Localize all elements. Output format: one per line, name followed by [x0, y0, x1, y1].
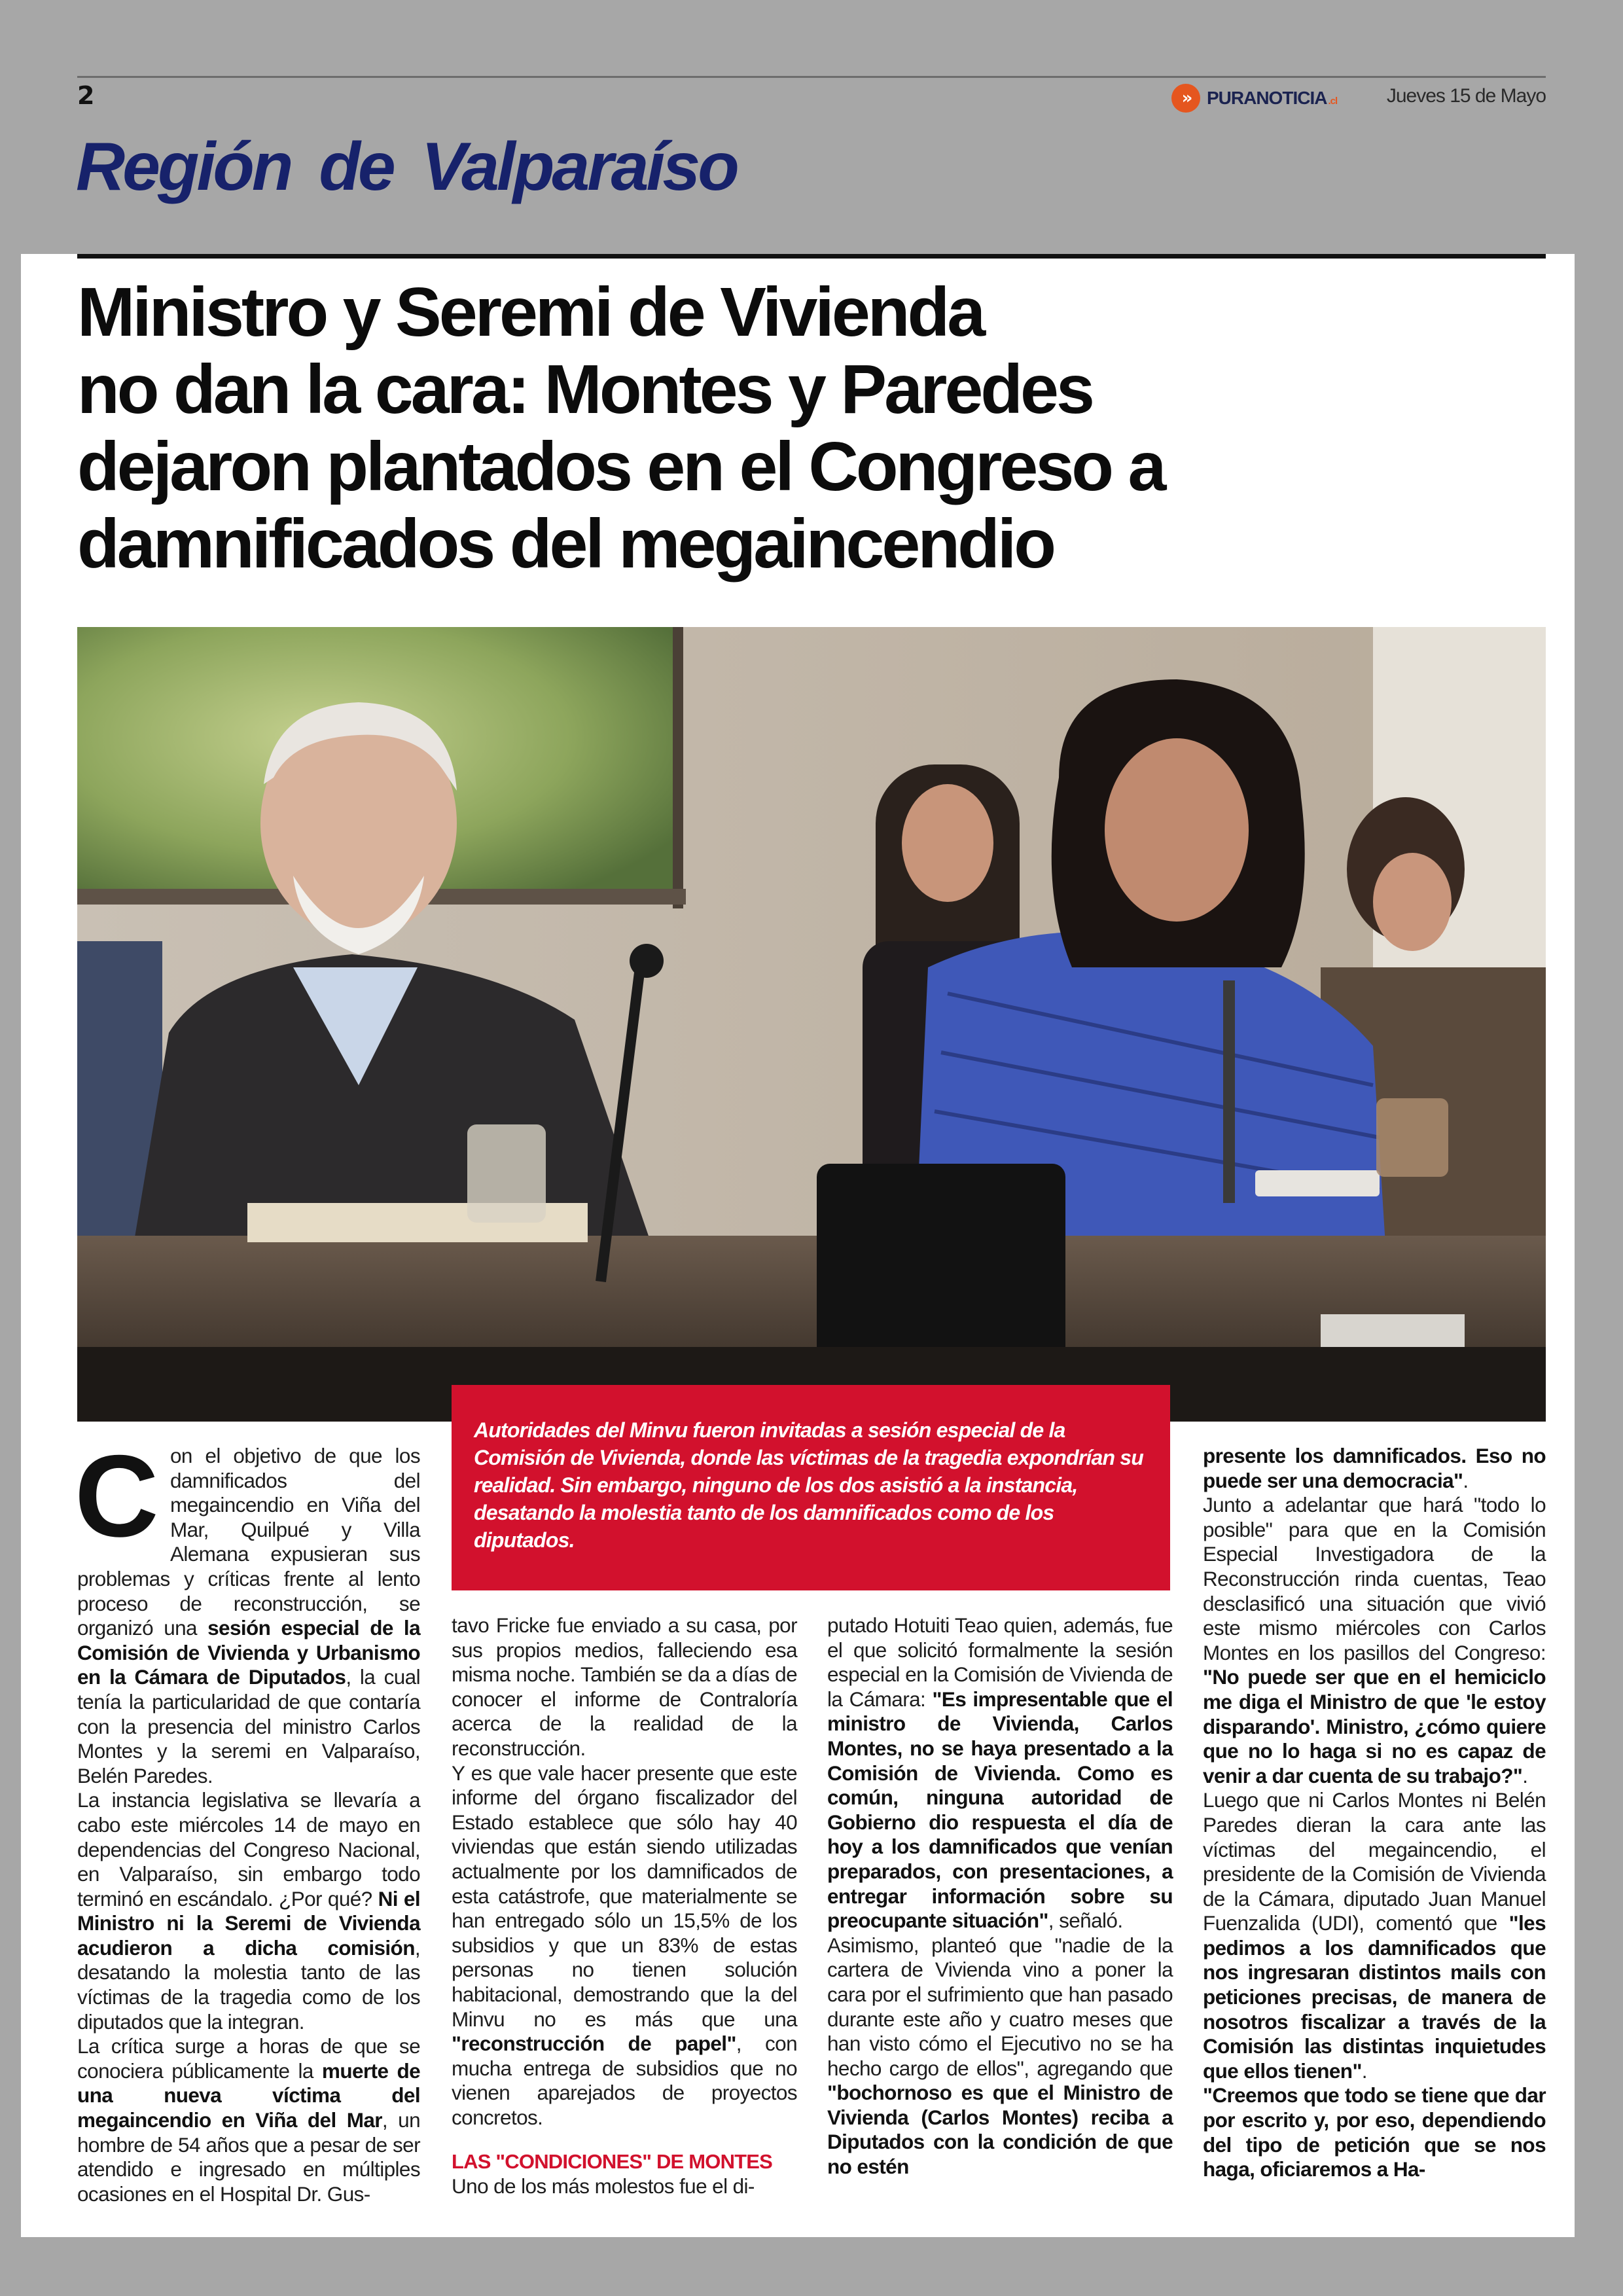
text-run: La instancia legislativa se llevaría a cabo este miércoles 14 de mayo en dependencias del Congreso Nacional, en Valparaíso, sin embargo todo terminó en escándalo. ¿Por qué? [77, 1788, 420, 1910]
photo-caption: Autoridades del Minvu fueron invitadas a sesión especial de la Comisión de Vivienda, donde las víctimas de la tragedia expondrían su realidad. Sin embargo, ninguno de los dos asistió a la instancia, desatando la molestia tanto de los damnificados como de los diputados. [474, 1418, 1144, 1552]
page-number: 2 [77, 81, 95, 110]
photo-caption-box [452, 1385, 1170, 1590]
brand-logo [1171, 84, 1337, 113]
bold-run: sesión especial de la Comisión de Vivienda y Urbanismo en la Cámara de Diputados [77, 1616, 420, 1689]
text-run: Luego que ni Carlos Montes ni Belén Paredes dieran la cara ante las víctimas del megaincendio, el presidente de la Comisión de Vivienda de la Cámara, diputado Juan Manuel Fuenzalida (UDI), comentó que [1203, 1788, 1546, 1935]
bold-run: "Es impresentable que el ministro de Vivienda, Carlos Montes, no se haya presentado a la Comisión de Vivienda. Como es común, ninguna autoridad de Gobierno dio respuesta el día de hoy a los damnificados que venían preparados, con presentaciones, a entregar información sobre su preocupante situación" [827, 1687, 1173, 1933]
text-run: on el objetivo de que los damnificados del megaincendio en Viña del Mar, Quilpué y Villa Alemana expusieran sus problemas y críticas frente al lento proceso de reconstrucción, se organizó una [77, 1444, 420, 1640]
text-run: , señaló. [1048, 1909, 1123, 1933]
text-run: . [1361, 2058, 1367, 2083]
text-run: , desatando la molestia tanto de las víctimas de la tragedia como de los diputados que la integran. [77, 1935, 420, 2034]
text-run: putado Hotuiti Teao quien, además, fue el que solicitó formalmente la sesión especial en la Comisión de Vivienda de la Cámara: [827, 1613, 1173, 1711]
text-run: , la cual tenía la particularidad de que contaría con la presencia del ministro Carlos Montes y la seremi en Valparaíso, Belén Paredes. [77, 1665, 420, 1787]
headline-line: damnificados del megaincendio [77, 505, 1054, 583]
drop-cap: C [75, 1431, 158, 1561]
paragraph [1203, 2083, 1546, 2181]
paragraph [75, 1431, 420, 1788]
paragraph [1203, 1493, 1546, 1788]
paragraph [77, 2034, 420, 2206]
subheading: LAS "CONDICIONES" DE MONTES [452, 2150, 773, 2174]
paragraph [827, 1613, 1173, 1933]
paragraph [1203, 1444, 1546, 1493]
bold-run: "les pedimos a los damnificados que nos ingresaran distintos mails con peticiones precisas, de manera de nosotros fiscalizar a través de la Comisión las distintas inquietudes que ellos tienen" [1203, 1911, 1546, 2083]
column-4 [1203, 1444, 1546, 2182]
column-1 [75, 1431, 420, 2206]
paragraph: tavo Fricke fue enviado a su casa, por sus propios medios, falleciendo esa misma noche. También se da a días de conocer el informe de Contraloría acerca de la realidad de la reconstrucción. [452, 1613, 797, 1760]
bold-run: "Creemos que todo se tiene que dar por escrito y, por eso, dependiendo del tipo de petición que se nos haga, oficiaremos a Ha- [1203, 2083, 1546, 2181]
brand-name [1207, 88, 1337, 109]
brand-name-text: PURANOTICIA [1207, 88, 1327, 108]
headline-line: Ministro y Seremi de Vivienda [77, 274, 984, 351]
issue-date: Jueves 15 de Mayo [1386, 85, 1546, 107]
article-photo [77, 627, 1546, 1422]
top-rule [77, 76, 1546, 78]
text-run: , un hombre de 54 años que a pesar de ser atendido e ingresado en múltiples ocasiones en el Hospital Dr. Gus- [77, 2108, 420, 2206]
bold-run: "No puede ser que en el hemiciclo me diga el Ministro de que 'le estoy disparando'. Ministro, ¿cómo quiere que no lo haga si no es capaz de venir a dar cuenta de su trabajo?" [1203, 1665, 1546, 1787]
brand-suffix: .cl [1328, 96, 1338, 107]
section-title: Región de Valparaíso [76, 129, 737, 205]
text-run: La crítica surge a horas de que se conociera públicamente la [77, 2034, 420, 2083]
double-chevron-icon: » [1171, 84, 1200, 113]
paragraph [1203, 1788, 1546, 2083]
photo-illustration [77, 627, 1546, 1422]
headline-line: no dan la cara: Montes y Paredes [77, 351, 1092, 428]
text-run: Asimismo, planteó que "nadie de la cartera de Vivienda vino a poner la cara por el sufrimiento que han pasado durante este año y cuatro meses que han visto cómo el Ejecutivo no se ha hecho cargo de ellos", agregando que [827, 1933, 1173, 2080]
headline [77, 274, 1546, 583]
bold-run: presente los damnificados. Eso no puede ser una democracia" [1203, 1444, 1546, 1492]
headline-rule [77, 254, 1546, 259]
text-run: . [1522, 1763, 1528, 1787]
bold-run: Ni el Ministro ni la Seremi de Vivienda acudieron a dicha comisión [77, 1886, 420, 1960]
paragraph: Uno de los más molestos fue el di- [452, 2174, 755, 2198]
paragraph [77, 1788, 420, 2034]
text-run: . [1463, 1468, 1469, 1492]
bold-run: muerte de una nueva víctima del megaincendio en Viña del Mar [77, 2058, 420, 2132]
paragraph [452, 1761, 797, 2130]
bold-run: "reconstrucción de papel" [452, 2032, 736, 2056]
headline-line: dejaron plantados en el Congreso a [77, 428, 1164, 505]
text-run: , con mucha entrega de subsidios que no vienen aparejados de proyectos concretos. [452, 2032, 797, 2129]
text-run: Y es que vale hacer presente que este informe del órgano fiscalizador del Estado establece que sólo hay 40 viviendas que están siendo utilizadas actualmente por los damnificados de esta catástrofe, que materialmente se han entregado sólo un 15,5% de los subsidios y que un 83% de estas personas no tienen solución habitacional, demostrando que la del Minvu no es más que una [452, 1761, 797, 2031]
column-2 [452, 1613, 797, 2199]
paragraph [827, 1933, 1173, 2179]
bold-run: "bochornoso es que el Ministro de Vivienda (Carlos Montes) reciba a Diputados con la condición de que no estén [827, 2081, 1173, 2179]
column-3 [827, 1613, 1173, 2179]
text-run: Junto a adelantar que hará "todo lo posible" para que en la Comisión Especial Investigadora de la Reconstrucción rinda cuentas, Teao desclasificó una situación que vivió este mismo miércoles con Carlos Montes en los pasillos del Congreso: [1203, 1493, 1546, 1664]
